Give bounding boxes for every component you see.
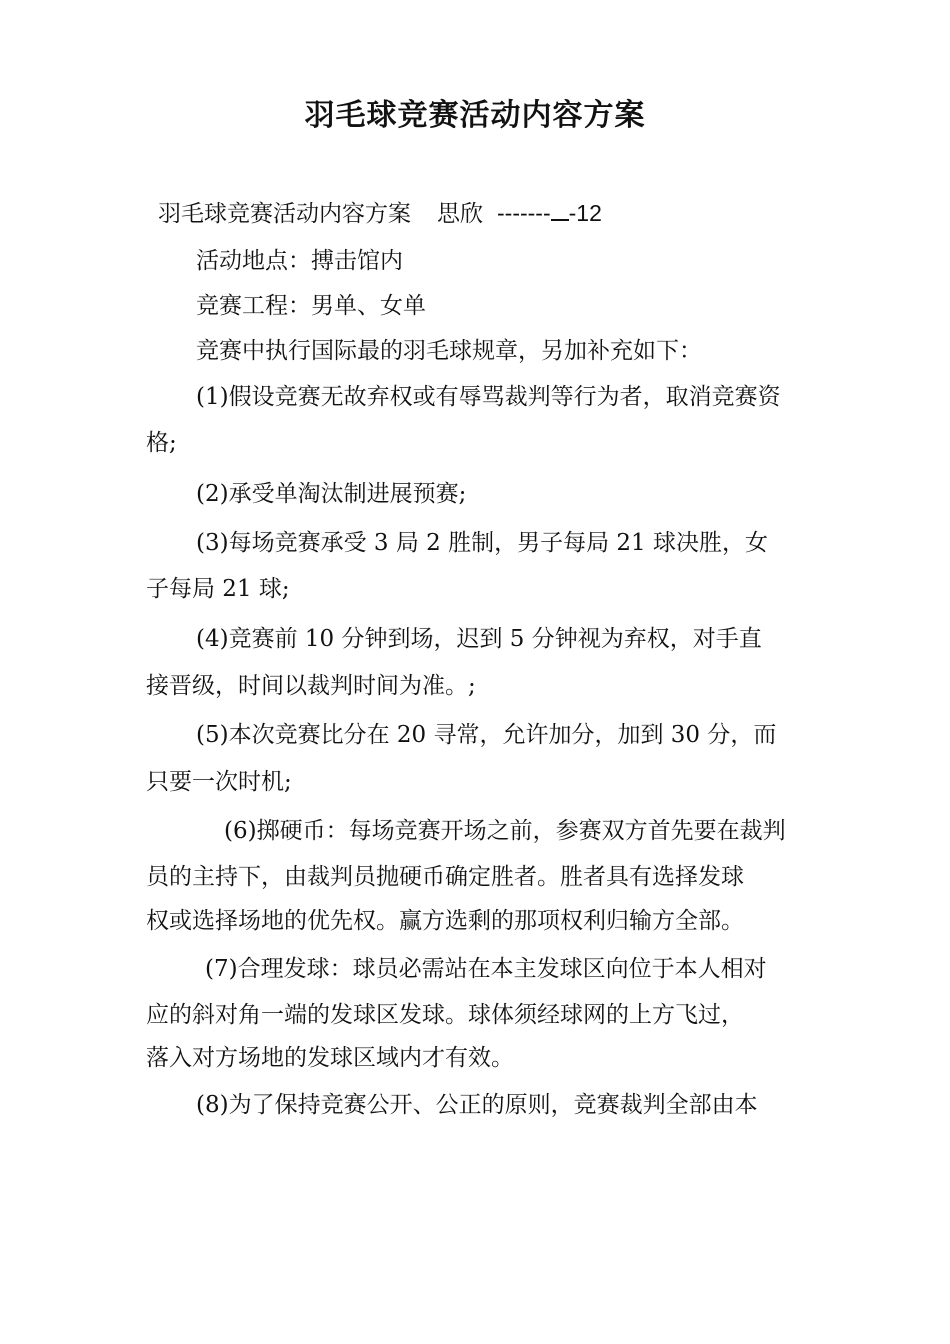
header-author: 思欣	[437, 201, 483, 227]
paragraph-line: 权或选择场地的优先权。赢方选剩的那项权利归输方全部。	[146, 908, 744, 934]
paragraph-line: 子每局 21 球;	[146, 576, 290, 602]
document-title: 羽毛球竞赛活动内容方案	[304, 98, 646, 133]
paragraph-line: 接晋级，时间以裁判时间为准。;	[146, 673, 476, 699]
paragraph-line: (8)为了保持竞赛公开、公正的原则，竞赛裁判全部由本	[196, 1092, 758, 1118]
paragraph-line: (2)承受单淘汰制进展预赛;	[196, 481, 467, 507]
paragraph-line: 格;	[146, 430, 177, 456]
paragraph-line: (1)假设竞赛无故弃权或有辱骂裁判等行为者，取消竞赛资	[196, 384, 781, 410]
header-line	[158, 198, 602, 229]
paragraph-line: 竞赛工程：男单、女单	[196, 293, 426, 319]
paragraph-line: (4)竞赛前 10 分钟到场，迟到 5 分钟视为弃权，对手直	[196, 626, 762, 652]
paragraph-line: 只要一次时机;	[146, 769, 292, 795]
header-date-suffix: -12	[568, 200, 602, 226]
paragraph-line: (5)本次竞赛比分在 20 寻常，允许加分，加到 30 分，而	[196, 722, 777, 748]
paragraph-line: (6)掷硬币：每场竞赛开场之前，参赛双方首先要在裁判	[224, 818, 786, 844]
paragraph-line: 应的斜对角一端的发球区发球。球体须经球网的上方飞过，	[146, 1002, 744, 1028]
paragraph-line: 员的主持下，由裁判员抛硬币确定胜者。胜者具有选择发球	[146, 864, 744, 890]
paragraph-line: 落入对方场地的发球区域内才有效。	[146, 1045, 514, 1071]
header-name: 羽毛球竞赛活动内容方案	[158, 201, 411, 227]
date-blank	[551, 201, 569, 221]
header-date-prefix: -------	[497, 200, 551, 226]
paragraph-line: (3)每场竞赛承受 3 局 2 胜制，男子每局 21 球决胜，女	[196, 530, 768, 556]
paragraph-line: 活动地点：搏击馆内	[196, 248, 403, 274]
paragraph-line: (7)合理发球：球员必需站在本主发球区向位于本人相对	[205, 956, 767, 982]
paragraph-line: 竞赛中执行国际最的羽毛球规章，另加补充如下：	[196, 338, 702, 364]
